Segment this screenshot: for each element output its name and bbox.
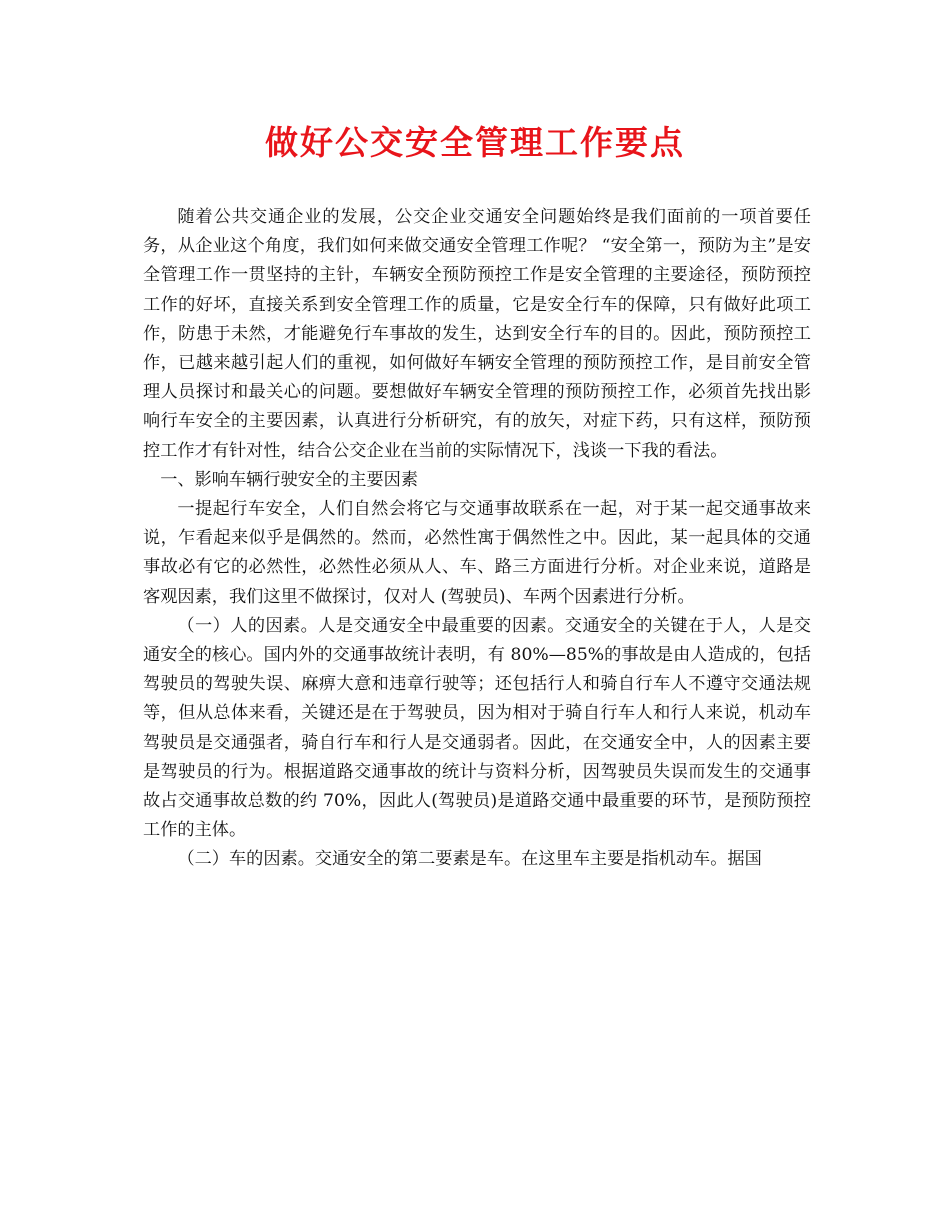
human-factor-paragraph: （一）人的因素。人是交通安全中最重要的因素。交通安全的关键在于人，人是交通安全的核心。国内外的交通事故统计表明，有 80%—85%的事故是由人造成的，包括驾驶员的驾驶失误、麻痹大意和违章行驶等；还包括行人和骑自行车人不遵守交通法规等，但从总体来看，关键还是在于驾驶员，因为相对于骑自行车人和行人来说，机动车驾驶员是交通强者，骑自行车和行人是交通弱者。因此，在交通安全中，人的因素主要是驾驶员的行为。根据道路交通事故的统计与资料分析，因驾驶员失误而发生的交通事故占交通事故总数的约 70%，因此人(驾驶员)是道路交通中最重要的环节，是预防预控工作的主体。 <box>143 615 811 841</box>
vehicle-factor-paragraph: （二）车的因素。交通安全的第二要素是车。在这里车主要是指机动车。据国 <box>177 849 762 870</box>
intro-paragraph: 随着公共交通企业的发展，公交企业交通安全问题始终是我们面前的一项首要任务，从企业这个角度，我们如何来做交通安全管理工作呢？ “安全第一，预防为主”是安全管理工作一贯坚持的主针，车辆安全预防预控工作是安全管理的主要途径，预防预控工作的好坏，直接关系到安全管理工作的质量，它是安全行车的保障，只有做好此项工作，防患于未然，才能避免行车事故的发生，达到安全行车的目的。因此，预防预控工作，已越来越引起人们的重视，如何做好车辆安全管理的预防预控工作，是目前安全管理人员探讨和最关心的问题。要想做好车辆安全管理的预防预控工作，必须首先找出影响行车安全的主要因素，认真进行分析研究，有的放矢，对症下药，只有这样，预防预控工作才有针对性，结合公交企业在当前的实际情况下，浅谈一下我的看法。 <box>143 207 811 461</box>
document-body <box>143 203 811 875</box>
section-heading-factors: 一、影响车辆行驶安全的主要因素 <box>160 469 419 490</box>
factors-paragraph: 一提起行车安全，人们自然会将它与交通事故联系在一起，对于某一起交通事故来说，乍看起来似乎是偶然的。然而，必然性寓于偶然性之中。因此，某一起具体的交通事故必有它的必然性，必然性必须从人、车、路三方面进行分析。对企业来说，道路是客观因素，我们这里不做探讨，仅对人 (驾驶员)、车两个因素进行分析。 <box>143 499 811 607</box>
document-title: 做好公交安全管理工作要点 <box>265 123 685 162</box>
